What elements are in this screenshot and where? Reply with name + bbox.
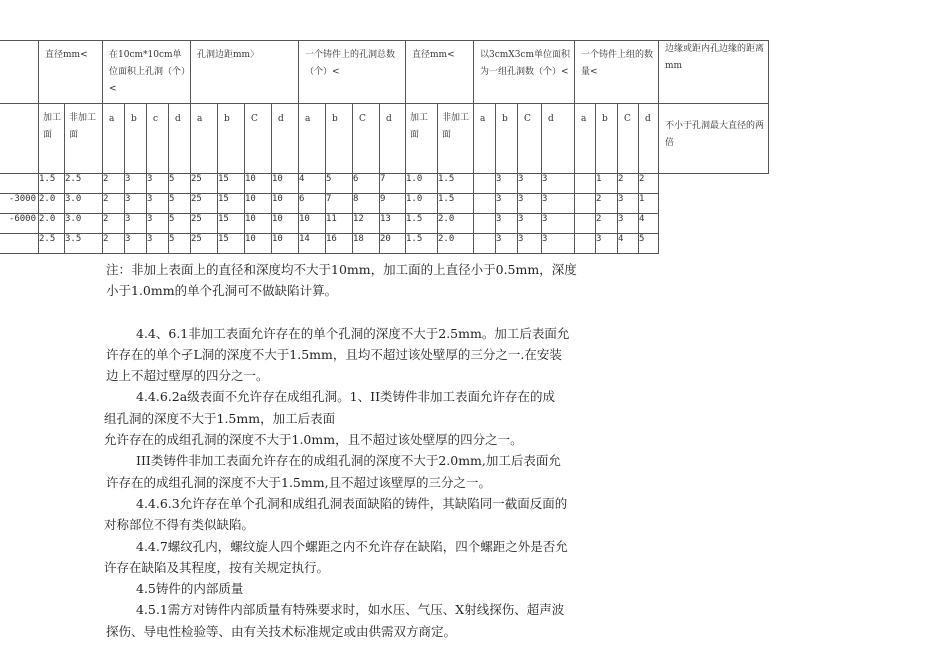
subheader-letter: c — [147, 104, 169, 174]
table-cell: 3 — [496, 214, 518, 234]
table-cell: 2 — [103, 234, 125, 254]
table-cell: 2.0 — [438, 214, 474, 234]
table-cell: 20 — [380, 234, 406, 254]
header-diameter: 直径mm< — [39, 41, 103, 104]
table-cell: 10 — [245, 194, 272, 214]
table-cell: 15 — [218, 194, 245, 214]
table-cell: 3 — [618, 214, 639, 234]
table-cell: 2.5 — [65, 174, 103, 194]
table-cell: 3 — [125, 214, 147, 234]
clause-line: III类铸件非加工表面允许存在的成组孔洞的深度不大于2.0mm,加工后表面允 — [136, 453, 561, 469]
table-cell: 15 — [218, 174, 245, 194]
table-cell: 10 — [245, 174, 272, 194]
subheader-corner-cell — [0, 104, 39, 174]
table-cell: 3 — [125, 234, 147, 254]
note-line: 小于1.0mm的单个孔洞可不做缺陷计算。 — [106, 283, 338, 299]
table-cell: 1.5 — [39, 174, 65, 194]
table-cell: 10 — [245, 234, 272, 254]
section-heading: 4.5铸件的内部质量 — [136, 581, 244, 597]
table-cell: 13 — [380, 214, 406, 234]
table-cell: 1 — [639, 194, 659, 214]
table-cell: 1.5 — [438, 174, 474, 194]
table-cell: 3 — [542, 194, 575, 214]
table-cell: 5 — [169, 174, 191, 194]
row-label: -6000 — [0, 214, 39, 234]
clause-line: 对称部位不得有类似缺陷。 — [104, 517, 255, 533]
subheader-letter: a — [191, 104, 218, 174]
header-groups-per-casting: 一个铸件上组的数量< — [575, 41, 659, 104]
table-cell: 5 — [639, 234, 659, 254]
table-cell: 2 — [103, 174, 125, 194]
table-cell — [575, 234, 596, 254]
table-cell: 3 — [518, 234, 542, 254]
table-cell: 3 — [496, 234, 518, 254]
table-cell — [474, 234, 496, 254]
table-cell: 10 — [272, 174, 299, 194]
clause-line: 4.4.6.2a级表面不允许存在成组孔洞。1、II类铸件非加工表面允许存在的成 — [136, 389, 556, 405]
table-cell: 10 — [272, 194, 299, 214]
table-cell: 1.5 — [406, 214, 438, 234]
table-cell: 3 — [518, 214, 542, 234]
table-cell: 5 — [169, 234, 191, 254]
table-row — [0, 214, 769, 234]
table-cell: 1.0 — [406, 174, 438, 194]
subheader-letter: a — [575, 104, 596, 174]
table-cell: 5 — [326, 174, 353, 194]
table-row — [0, 234, 769, 254]
subheader-letter: b — [218, 104, 245, 174]
clause-line: 许存在的单个孑L洞的深度不大于1.5mm，且均不超过该处壁厚的三分之一.在安装 — [106, 346, 562, 362]
table-cell: 2 — [103, 194, 125, 214]
table-row — [0, 194, 769, 214]
table-cell: 3 — [618, 194, 639, 214]
table-cell — [474, 174, 496, 194]
table-cell: 4 — [618, 234, 639, 254]
table-cell: 1.0 — [406, 194, 438, 214]
table-cell: 3 — [125, 174, 147, 194]
table-cell: 2 — [596, 194, 618, 214]
header-edge-distance: 边缘或距内孔边缘的距离mm — [659, 41, 769, 104]
subheader-letter: d — [380, 104, 406, 174]
table-cell: 1.5 — [406, 234, 438, 254]
table-cell: 16 — [326, 234, 353, 254]
table-cell: 2.0 — [39, 214, 65, 234]
table-cell: 3 — [496, 194, 518, 214]
table-cell: 3 — [147, 194, 169, 214]
spacer-line — [104, 302, 624, 323]
notes-section — [104, 259, 624, 642]
table-cell: 3 — [542, 214, 575, 234]
clause-line: 探伤、导电性检验等、由有关技术标准规定或由供需双方商定。 — [106, 623, 457, 639]
table-cell: 3 — [147, 214, 169, 234]
table-cell: 25 — [191, 214, 218, 234]
table-cell: 25 — [191, 194, 218, 214]
subheader-letter: C — [353, 104, 380, 174]
table-cell: 3 — [596, 234, 618, 254]
table-cell: 8 — [353, 194, 380, 214]
table-cell — [474, 214, 496, 234]
row-label: -3000 — [0, 194, 39, 214]
subheader-letter: a — [474, 104, 496, 174]
table-cell — [474, 194, 496, 214]
table-cell: 18 — [353, 234, 380, 254]
row-label — [0, 174, 39, 194]
table-cell: 2.0 — [39, 194, 65, 214]
subheader-letter: b — [596, 104, 618, 174]
table-cell: 3 — [147, 234, 169, 254]
table-cell: 3 — [125, 194, 147, 214]
clause-line: 许存在的成组孔洞的深度不大于1.5mm,且不超过该壁厚的三分之一。 — [106, 474, 492, 490]
hole-defect-table — [0, 40, 769, 254]
table-cell: 2.0 — [438, 234, 474, 254]
table-cell: 2 — [596, 214, 618, 234]
clause-line: 4.4.7螺纹孔内，螺纹旋人四个螺距之内不允许存在缺陷，四个螺距之外是否允 — [136, 538, 568, 554]
clause-line: 许存在缺陷及其程度，按有关规定执行。 — [104, 559, 330, 575]
subheader-machined: 加工面 — [39, 104, 65, 174]
subheader-letter: b — [496, 104, 518, 174]
subheader-letter: a — [299, 104, 326, 174]
table-row — [0, 174, 769, 194]
subheader-letter: b — [326, 104, 353, 174]
clause-line: 4.5.1需方对铸件内部质量有特殊要求时，如水压、气压、X射线探伤、超声波 — [136, 602, 565, 618]
subheader-letter: C — [245, 104, 272, 174]
table-cell: 3 — [542, 234, 575, 254]
table-cell: 10 — [272, 214, 299, 234]
clause-line: 允许存在的成组孔洞的深度不大于1.0mm，且不超过该处壁厚的四分之一。 — [104, 432, 523, 448]
table-cell: 3.5 — [65, 234, 103, 254]
table-cell: 25 — [191, 174, 218, 194]
subheader-letter: d — [272, 104, 299, 174]
subheader-letter: b — [125, 104, 147, 174]
table-cell: 6 — [353, 174, 380, 194]
table-cell: 14 — [299, 234, 326, 254]
table-body — [0, 174, 769, 254]
table-cell: 6 — [299, 194, 326, 214]
table-cell: 2.5 — [39, 234, 65, 254]
edge-distance-note-cell: 不小于孔洞最大直径的两倍 — [659, 104, 769, 174]
table-cell: 1 — [596, 174, 618, 194]
header-groups-per-area: 以3cmX3cm单位面积为一组孔洞数（个）< — [474, 41, 575, 104]
clause-line: 4.4、6.1非加工表面允许存在的单个孔洞的深度不大于2.5mm。加工后表面允 — [136, 325, 570, 341]
table-cell: 3 — [518, 174, 542, 194]
table-cell: 10 — [299, 214, 326, 234]
table-subheader-row — [0, 104, 769, 174]
subheader-letter: d — [542, 104, 575, 174]
table-cell: 9 — [380, 194, 406, 214]
table-cell: 3.0 — [65, 194, 103, 214]
subheader-unmachined-2: 非加工面 — [438, 104, 474, 174]
table-cell: 3 — [542, 174, 575, 194]
subheader-unmachined: 非加工面 — [65, 104, 103, 174]
table-cell: 2 — [103, 214, 125, 234]
subheader-letter: d — [169, 104, 191, 174]
table-cell: 4 — [299, 174, 326, 194]
subheader-letter: d — [639, 104, 659, 174]
table-cell — [575, 174, 596, 194]
table-cell: 3 — [518, 194, 542, 214]
table-cell — [575, 194, 596, 214]
table-cell: 11 — [326, 214, 353, 234]
header-corner-cell — [0, 41, 39, 104]
defect-table-container — [0, 40, 769, 254]
clause-line: 边上不超过壁厚的四分之一。 — [106, 368, 269, 384]
row-label — [0, 234, 39, 254]
table-cell: 25 — [191, 234, 218, 254]
table-cell: 5 — [169, 194, 191, 214]
table-cell — [575, 214, 596, 234]
table-cell: 15 — [218, 214, 245, 234]
table-cell: 5 — [169, 214, 191, 234]
clause-line: 组孔洞的深度不大于1.5mm，加工后表面 — [104, 410, 336, 426]
table-cell: 10 — [272, 234, 299, 254]
table-cell: 3 — [496, 174, 518, 194]
subheader-letter: C — [618, 104, 639, 174]
subheader-machined-2: 加工面 — [406, 104, 438, 174]
table-cell: 10 — [245, 214, 272, 234]
table-cell: 3 — [147, 174, 169, 194]
table-cell: 12 — [353, 214, 380, 234]
header-total-holes: 一个铸件上的孔洞总数（个）< — [299, 41, 406, 104]
table-cell: 15 — [218, 234, 245, 254]
table-cell: 2 — [618, 174, 639, 194]
table-cell: 4 — [639, 214, 659, 234]
header-hole-margin: 孔洞边距mm〉 — [191, 41, 299, 104]
table-cell: 7 — [326, 194, 353, 214]
header-holes-per-area: 在10cm*10cm单位面积上孔洞（个）< — [103, 41, 191, 104]
table-cell: 3.0 — [65, 214, 103, 234]
table-cell: 2 — [639, 174, 659, 194]
table-cell: 1.5 — [438, 194, 474, 214]
table-header-row — [0, 41, 769, 104]
subheader-letter: C — [518, 104, 542, 174]
subheader-letter: a — [103, 104, 125, 174]
header-diameter-2: 直径mm< — [406, 41, 474, 104]
clause-line: 4.4.6.3允许存在单个孔洞和成组孔洞表面缺陷的铸件，其缺陷同一截面反面的 — [136, 495, 568, 511]
note-line: 注：非加上表面上的直径和深度均不大于10mm，加工面的上直径小于0.5mm，深度 — [106, 262, 577, 277]
table-cell: 7 — [380, 174, 406, 194]
